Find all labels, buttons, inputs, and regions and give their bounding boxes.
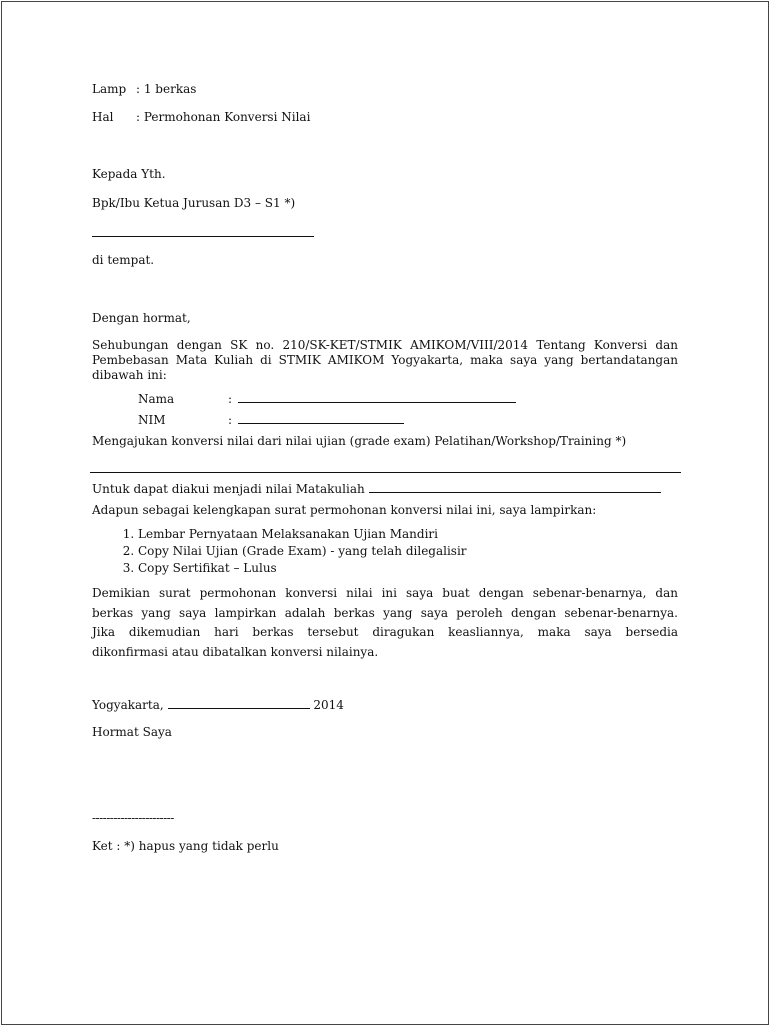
greeting: Dengan hormat, — [92, 311, 191, 325]
nim-field — [138, 412, 404, 428]
signature-dashes: ----------------------- — [92, 811, 174, 825]
lamp-line — [92, 82, 196, 97]
hal-value: : Permohonan Konversi Nilai — [136, 110, 311, 124]
attachment-list — [92, 526, 467, 577]
closing-line-3: Jika dikemudian hari berkas tersebut diragukan keasliannya, maka saya bersedia — [92, 625, 678, 639]
nim-label: NIM — [138, 413, 166, 427]
date-blank — [168, 697, 310, 709]
regards: Hormat Saya — [92, 725, 172, 739]
nim-blank — [238, 412, 404, 424]
closing-line-1: Demikian surat permohonan konversi nilai ini saya buat dengan sebenar-benarnya, dan — [92, 586, 678, 600]
intro-line-2: Pembebasan Mata Kuliah di STMIK AMIKOM Yogyakarta, maka saya yang bertandatangan — [92, 353, 678, 367]
attachment-label: Copy Sertifikat – Lulus — [138, 561, 277, 575]
closing-paragraph — [92, 584, 678, 662]
request-blank-line — [90, 472, 681, 473]
attachment-label: Copy Nilai Ujian (Grade Exam) - yang telah dilegalisir — [138, 544, 467, 558]
addressee-blank-line — [92, 236, 314, 237]
lamp-label: Lamp — [92, 82, 127, 96]
salutation: Kepada Yth. — [92, 167, 166, 181]
nama-blank — [238, 391, 516, 403]
request-text: Mengajukan konversi nilai dari nilai ujian (grade exam) Pelatihan/Workshop/Training *) — [92, 434, 627, 448]
city: Yogyakarta, — [92, 698, 164, 712]
nama-label: Nama — [138, 392, 175, 406]
attachment-item-2 — [138, 543, 467, 560]
attachment-label: Lembar Pernyataan Melaksanakan Ujian Mandiri — [138, 527, 438, 541]
attachment-item-3 — [138, 560, 467, 577]
nim-colon: : — [228, 413, 233, 427]
matakuliah-line — [92, 481, 661, 497]
hal-label: Hal — [92, 110, 114, 124]
intro-line-1: Sehubungan dengan SK no. 210/SK-KET/STMIK AMIKOM/VIII/2014 Tentang Konversi dan — [92, 338, 678, 352]
matakuliah-blank — [369, 481, 661, 493]
footnote: Ket : *) hapus yang tidak perlu — [92, 839, 279, 853]
date-line — [92, 697, 344, 713]
matakuliah-text: Untuk dapat diakui menjadi nilai Matakuliah — [92, 482, 365, 496]
lamp-value: : 1 berkas — [136, 82, 197, 96]
year: 2014 — [313, 698, 344, 712]
attachment-intro: Adapun sebagai kelengkapan surat permohonan konversi nilai ini, saya lampirkan: — [92, 503, 597, 517]
hal-line — [92, 110, 310, 125]
intro-line-3: dibawah ini: — [92, 368, 167, 382]
closing-line-2: berkas yang saya lampirkan adalah berkas yang saya peroleh dengan sebenar-benarnya. — [92, 605, 678, 620]
nama-field — [138, 391, 516, 407]
addressee: Bpk/Ibu Ketua Jurusan D3 – S1 *) — [92, 196, 296, 210]
attachment-item-1 — [138, 526, 467, 543]
intro-paragraph — [92, 338, 678, 383]
nama-colon: : — [228, 392, 233, 406]
place: di tempat. — [92, 253, 155, 267]
closing-line-4: dikonfirmasi atau dibatalkan konversi nilainya. — [92, 644, 379, 659]
